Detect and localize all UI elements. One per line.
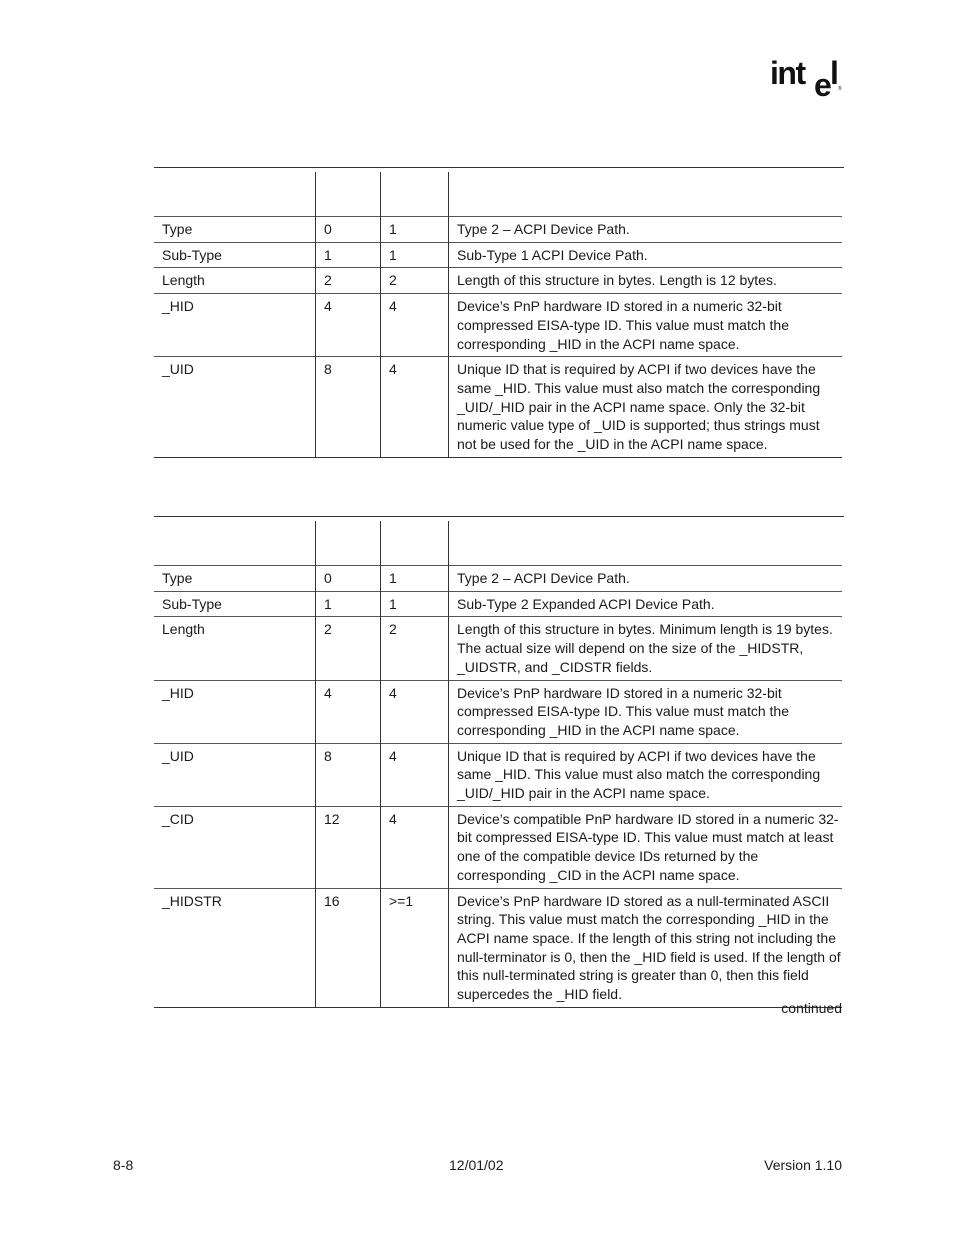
row-mnemonic: _UID bbox=[154, 357, 316, 458]
table1-top-rule bbox=[154, 167, 844, 168]
row-byte-length: 1 bbox=[381, 242, 449, 268]
row-byte-length: 4 bbox=[381, 294, 449, 357]
row-byte-offset: 1 bbox=[316, 242, 381, 268]
table-row bbox=[154, 888, 842, 1007]
table-row bbox=[154, 268, 842, 294]
row-byte-length: 1 bbox=[381, 566, 449, 592]
row-byte-length: 1 bbox=[381, 591, 449, 617]
row-description: Unique ID that is required by ACPI if two devices have the same _HID. This value must also match the corresponding _UID/_HID pair in the ACPI name space. Only the 32-bit numeric value type of _UID is supported; thus strings must not be used for the _UID in the ACPI name space. bbox=[449, 357, 843, 458]
row-byte-length: 4 bbox=[381, 680, 449, 743]
row-description: Length of this structure in bytes. Length is 12 bytes. bbox=[449, 268, 843, 294]
row-byte-length: >=1 bbox=[381, 888, 449, 1007]
row-description: Unique ID that is required by ACPI if two devices have the same _HID. This value must also match the corresponding _UID/_HID pair in the ACPI name space. bbox=[449, 743, 843, 806]
row-byte-offset: 1 bbox=[316, 591, 381, 617]
continued-label: continued bbox=[781, 1000, 842, 1016]
acpi-device-path-table bbox=[154, 172, 842, 458]
row-mnemonic: Sub-Type bbox=[154, 242, 316, 268]
row-description: Type 2 – ACPI Device Path. bbox=[449, 566, 843, 592]
row-byte-offset: 12 bbox=[316, 806, 381, 888]
footer-date: 12/01/02 bbox=[449, 1157, 504, 1173]
svg-text:e: e bbox=[814, 67, 832, 102]
footer-version: Version 1.10 bbox=[764, 1157, 842, 1173]
row-byte-offset: 8 bbox=[316, 357, 381, 458]
intel-logo bbox=[770, 56, 842, 102]
table-row bbox=[154, 294, 842, 357]
row-byte-offset: 2 bbox=[316, 617, 381, 680]
row-byte-length: 4 bbox=[381, 806, 449, 888]
row-byte-offset: 16 bbox=[316, 888, 381, 1007]
row-mnemonic: Length bbox=[154, 268, 316, 294]
svg-text:int: int bbox=[770, 56, 805, 91]
table-row bbox=[154, 743, 842, 806]
table-row bbox=[154, 591, 842, 617]
page-number: 8-8 bbox=[113, 1157, 134, 1173]
row-mnemonic: Type bbox=[154, 217, 316, 243]
row-mnemonic: Type bbox=[154, 566, 316, 592]
row-description: Sub-Type 1 ACPI Device Path. bbox=[449, 242, 843, 268]
row-mnemonic: _CID bbox=[154, 806, 316, 888]
table-header-row bbox=[154, 521, 842, 566]
row-mnemonic: _HIDSTR bbox=[154, 888, 316, 1007]
row-byte-length: 2 bbox=[381, 617, 449, 680]
row-byte-offset: 4 bbox=[316, 294, 381, 357]
svg-text:®: ® bbox=[838, 86, 842, 92]
row-mnemonic: _HID bbox=[154, 680, 316, 743]
row-description: Device’s compatible PnP hardware ID stored in a numeric 32-bit compressed EISA-type ID. This value must match at least one of the compatible device IDs returned by the corresponding _CID in the ACPI name space. bbox=[449, 806, 843, 888]
row-byte-length: 2 bbox=[381, 268, 449, 294]
row-byte-offset: 2 bbox=[316, 268, 381, 294]
row-description: Device’s PnP hardware ID stored in a numeric 32-bit compressed EISA-type ID. This value must match the corresponding _HID in the ACPI name space. bbox=[449, 294, 843, 357]
row-mnemonic: Length bbox=[154, 617, 316, 680]
table2-top-rule bbox=[154, 516, 844, 517]
row-description: Length of this structure in bytes. Minimum length is 19 bytes. The actual size will depend on the size of the _HIDSTR, _UIDSTR, and _CIDSTR fields. bbox=[449, 617, 843, 680]
table-row bbox=[154, 806, 842, 888]
row-description: Sub-Type 2 Expanded ACPI Device Path. bbox=[449, 591, 843, 617]
row-description: Type 2 – ACPI Device Path. bbox=[449, 217, 843, 243]
row-byte-length: 4 bbox=[381, 743, 449, 806]
row-byte-offset: 0 bbox=[316, 566, 381, 592]
table-header-row bbox=[154, 172, 842, 217]
row-description: Device’s PnP hardware ID stored in a numeric 32-bit compressed EISA-type ID. This value must match the corresponding _HID in the ACPI name space. bbox=[449, 680, 843, 743]
table-row bbox=[154, 617, 842, 680]
row-byte-offset: 8 bbox=[316, 743, 381, 806]
row-byte-offset: 4 bbox=[316, 680, 381, 743]
row-mnemonic: Sub-Type bbox=[154, 591, 316, 617]
row-description: Device’s PnP hardware ID stored as a null-terminated ASCII string. This value must match the corresponding _HID in the ACPI name space. If the length of this string not including the null-terminator is 0, then the _HID field is used. If the length of this null-terminated string is greater than 0, then this field supercedes the _HID field. bbox=[449, 888, 843, 1007]
row-mnemonic: _UID bbox=[154, 743, 316, 806]
table-row bbox=[154, 357, 842, 458]
table-row bbox=[154, 217, 842, 243]
row-byte-length: 4 bbox=[381, 357, 449, 458]
row-byte-length: 1 bbox=[381, 217, 449, 243]
table-row bbox=[154, 242, 842, 268]
expanded-acpi-device-path-table bbox=[154, 521, 842, 1008]
table-row bbox=[154, 680, 842, 743]
row-mnemonic: _HID bbox=[154, 294, 316, 357]
row-byte-offset: 0 bbox=[316, 217, 381, 243]
table-row bbox=[154, 566, 842, 592]
svg-text:l: l bbox=[830, 56, 839, 91]
